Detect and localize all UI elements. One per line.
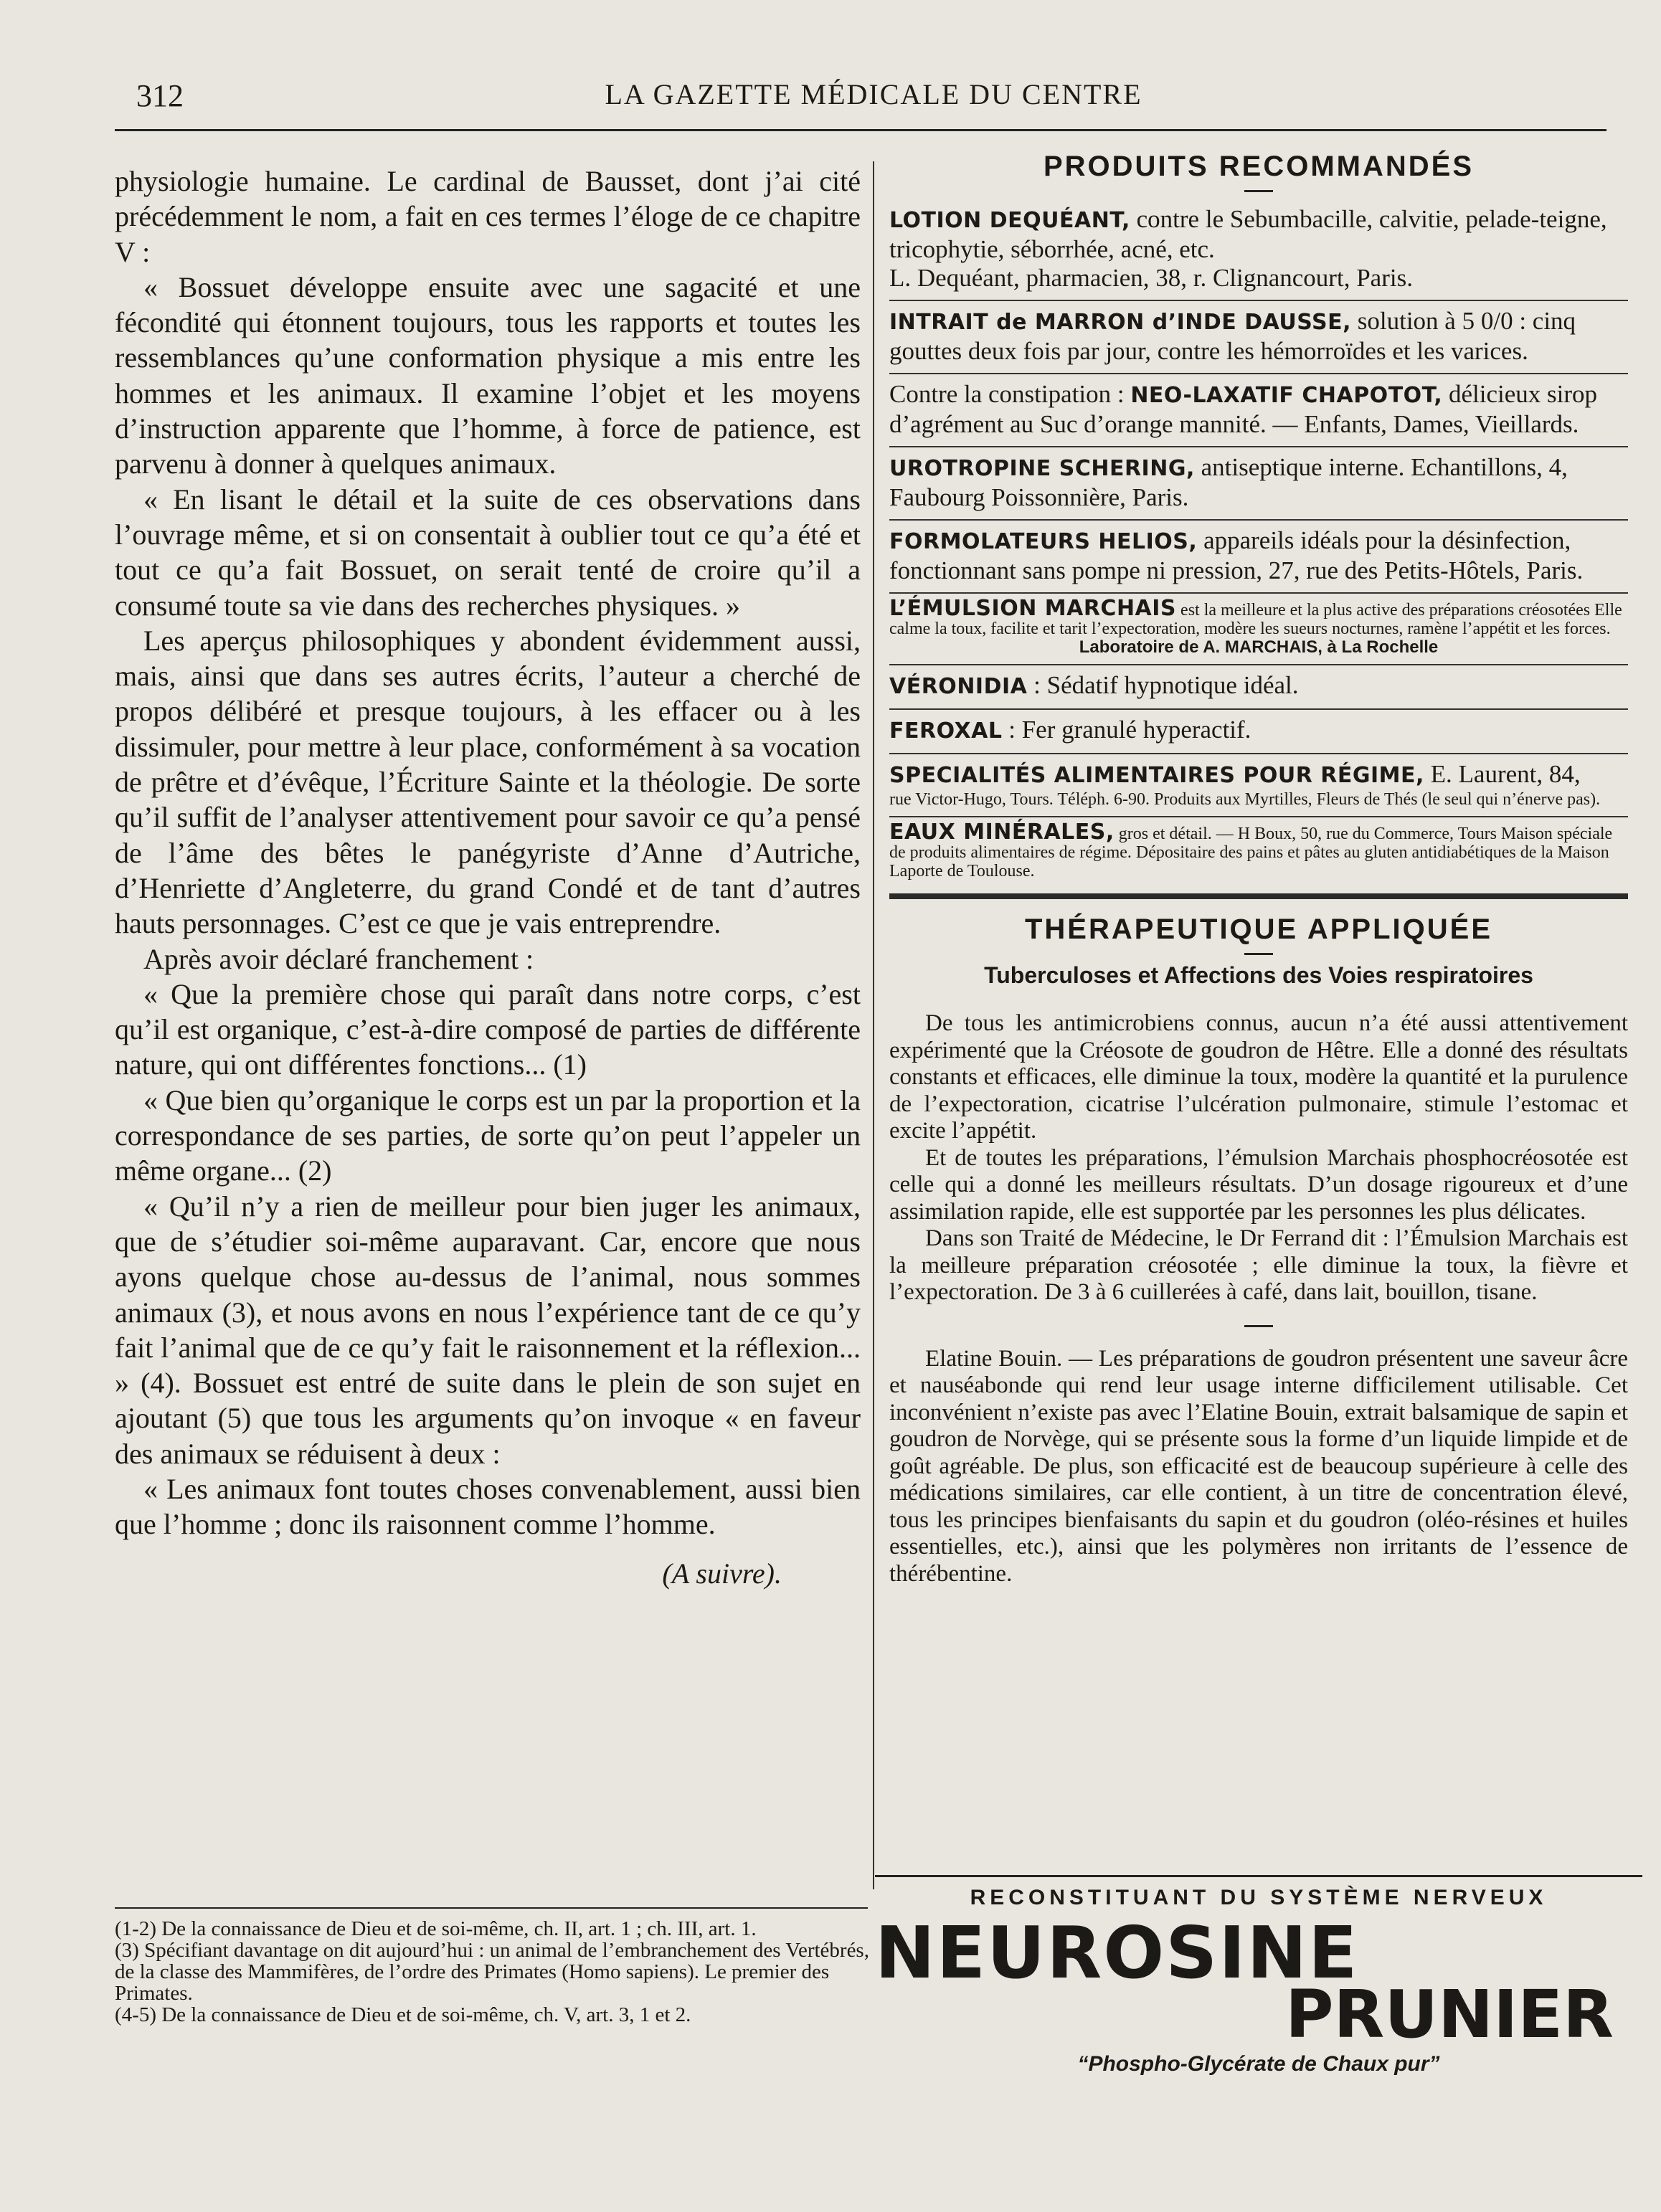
therapy-subtitle: Tuberculoses et Affections des Voies respiratoires [984, 962, 1533, 988]
ad-text: solution à 5 0/0 : cinq gouttes deux fois par jour, contre les hémorroïdes et les varices. [889, 307, 1576, 365]
ad-brand: EAUX MINÉRALES, [889, 820, 1115, 845]
section-title-therapy: THÉRAPEUTIQUE APPLIQUÉE [1024, 913, 1493, 945]
footnote: (4-5) De la connaissance de Dieu et de soi-même, ch. V, art. 3, 1 et 2. [115, 2003, 691, 2026]
section-title-products: PRODUITS RECOMMANDÉS [1043, 151, 1475, 182]
ad-intrait-marron [889, 301, 1628, 374]
footnote: (1-2) De la connaissance de Dieu et de soi-même, ch. II, art. 1 ; ch. III, art. 1. [115, 1917, 757, 1940]
ad-address: L. Dequéant, pharmacien, 38, r. Clignancourt, Paris. [889, 264, 1413, 292]
ad-eaux-minerales [889, 817, 1628, 888]
page-header [136, 77, 1611, 120]
divider [1244, 953, 1273, 955]
paragraph: « Que la première chose qui paraît dans notre corps, c’est qu’il est organique, c’est-à-dire composé de parties de différente nature, qui ont différentes fonctions... (1) [115, 977, 861, 1081]
ad-brand: VÉRONIDIA [889, 674, 1028, 699]
header-rule [115, 129, 1606, 131]
ad-brand: L’ÉMULSION MARCHAIS [889, 596, 1177, 621]
footnotes [115, 1918, 875, 2026]
therapy-section [889, 913, 1628, 1587]
ad-formolateurs [889, 521, 1628, 594]
thick-rule [889, 893, 1628, 899]
ad-address: rue Victor-Hugo, Tours. Téléph. 6-90. Produits aux Myrtilles, Fleurs de Thés (le seul qui n’énerve pas). [889, 790, 1601, 809]
ad-text: appareils idéals pour la désinfection, fonctionnant sans pompe ni pression, 27, rue des Petits-Hôtels, Paris. [889, 526, 1584, 584]
left-column [115, 163, 861, 1590]
ad-urotropine [889, 447, 1628, 521]
paragraph: « En lisant le détail et la suite de ces observations dans l’ouvrage même, et si on consentait à oublier tout ce qu’a été et tout ce qu’a fait Bossuet, on serait tenté de croire qu’il a consumé toute sa vie dans des recherches physiques. » [115, 483, 861, 622]
ad-text: contre le Sebumbacille, calvitie, pelade-teigne, tricophytie, séborrhée, acné, etc. [889, 205, 1607, 263]
divider [1244, 190, 1273, 192]
neurosine-name: NEUROSINE [875, 1911, 1359, 1995]
ad-pretext: Contre la constipation : [889, 380, 1131, 408]
neurosine-tagline: RECONSTITUANT DU SYSTÈME NERVEUX [970, 1886, 1548, 1909]
paragraph: Après avoir déclaré franchement : [143, 942, 534, 975]
ad-text: antiseptique interne. Echantillons, 4, Faubourg Poissonnière, Paris. [889, 453, 1568, 511]
to-be-continued: (A suivre). [662, 1557, 782, 1590]
column-divider [873, 161, 874, 1889]
paragraph: Les aperçus philosophiques y abondent évidemment aussi, mais, ainsi que dans ses autres écrits, l’auteur a cherché de propos délibéré et presque toujours, à les effacer ou à les dissimuler, pour mettre à leur place, conformément à sa vocation de prêtre et d’évêque, l’Écriture Sainte et la théologie. De sorte qu’il suffit de l’analyser attentivement pour savoir ce qu’a pensé de l’âme des bêtes le panégyriste d’Anne d’Autriche, d’Henriette d’Angleterre, du grand Condé et de tant d’autres hauts personnages. C’est ce que je vais entreprendre. [115, 624, 861, 940]
paragraph: Et de toutes les préparations, l’émulsion Marchais phosphocréosotée est celle qui a donné les meilleurs résultats. D’un dosage rigoureux et d’une assimilation rapide, elle est supportée par les personnes les plus délicates. [889, 1144, 1628, 1225]
neurosine-slogan: “Phospho-Glycérate de Chaux pur” [1077, 2052, 1440, 2076]
paragraph: « Que bien qu’organique le corps est un par la proportion et la correspondance de ses parties, de sorte qu’on peut l’appeler un même organe... (2) [115, 1083, 861, 1187]
journal-title: LA GAZETTE MÉDICALE DU CENTRE [605, 78, 1142, 110]
ad-text: E. Laurent, 84, [1424, 760, 1581, 788]
page-number: 312 [136, 78, 184, 113]
ad-brand: UROTROPINE SCHERING, [889, 456, 1195, 481]
right-column [889, 151, 1628, 1587]
ad-brand: LOTION DEQUÉANT, [889, 208, 1130, 233]
ad-feroxal [889, 710, 1628, 754]
ad-brand: INTRAIT de MARRON d’INDE DAUSSE, [889, 310, 1352, 335]
ad-text: est la meilleure et la plus active des préparations créosotées Elle calme la toux, facilite et tarit l’expectoration, modère les sueurs nocturnes, ramène l’appétit et les forces. [889, 601, 1622, 638]
paragraph: « Qu’il n’y a rien de meilleur pour bien juger les animaux, que de s’étudier soi-même auparavant. Car, encore que nous ayons quelque chose au-dessus de l’animal, nous sommes animaux (3), et nous avons en nous l’expérience tant de ce qu’y fait l’animal que de ce qu’y fait le raisonnement et la réflexion... » (4). Bossuet est entré de suite dans le plein de son sujet en ajoutant (5) que tous les arguments qu’on invoque « en faveur des animaux se réduisent à deux : [115, 1190, 861, 1470]
ad-neurosine [875, 1875, 1642, 2107]
paragraph: Dans son Traité de Médecine, le Dr Ferrand dit : l’Émulsion Marchais est la meilleure préparation créosotée ; elle diminue la toux, la fièvre et l’expectoration. De 3 à 6 cuillerées à café, dans lait, bouillon, tisane. [889, 1225, 1628, 1305]
paragraph: De tous les antimicrobiens connus, aucun n’a été aussi attentivement expérimenté que la Créosote de goudron de Hêtre. Elle a donné des résultats constants et efficaces, elle diminue la toux, modère la quantité et la purulence de l’expectoration, cicatrise l’ulcération pulmonaire, stimule l’estomac et excite l’appétit. [889, 1010, 1628, 1144]
ad-text: : Fer granulé hyperactif. [1002, 716, 1251, 744]
ad-laboratory: Laboratoire de A. MARCHAIS, à La Rochelle [1079, 637, 1439, 657]
footnote-rule [115, 1907, 868, 1909]
paragraph: « Les animaux font toutes choses convenablement, aussi bien que l’homme ; donc ils raisonnent comme l’homme. [115, 1472, 861, 1541]
paragraph: physiologie humaine. Le cardinal de Bausset, dont j’ai cité précédemment le nom, a fait en ces termes l’éloge de ce chapitre V : [115, 165, 861, 268]
ad-text: délicieux sirop d’agrément au Suc d’orange mannité. — Enfants, Dames, Vieillards. [889, 380, 1598, 438]
footnote: (3) Spécifiant davantage on dit aujourd’hui : un animal de l’embranchement des Vertébrés, de la classe des Mammifères, de l’ordre des Primates (Homo sapiens). Le premier des Primates. [115, 1939, 869, 2005]
ad-brand: SPECIALITÉS ALIMENTAIRES POUR RÉGIME, [889, 763, 1424, 788]
paragraph: « Bossuet développe ensuite avec une sagacité et une fécondité qui étonnent toujours, tous les rapports et toutes les ressemblances qu’une conformation physique a mis entre les hommes et les animaux. Il examine l’objet et les moyens d’instruction apparente que l’homme, à force de patience, est parvenu à donner à quelques animaux. [115, 270, 861, 480]
ad-neo-laxatif [889, 374, 1628, 447]
ad-text: gros et détail. — H Boux, 50, rue du Commerce, Tours Maison spéciale de produits alimentaires de régime. Dépositaire des pains et pâtes au gluten antidiabétiques de la Maison Laporte de Toulouse. [889, 825, 1613, 880]
divider [1244, 1325, 1273, 1327]
neurosine-maker: PRUNIER [1285, 1976, 1614, 2053]
ad-lotion-dequeant [889, 199, 1628, 301]
ad-emulsion-marchais [889, 594, 1628, 665]
ad-veronidia [889, 665, 1628, 710]
ad-brand: FORMOLATEURS HELIOS, [889, 529, 1198, 554]
ad-brand: FEROXAL [889, 718, 1003, 744]
ad-text: : Sédatif hypnotique idéal. [1027, 671, 1299, 699]
ad-specialites-alimentaires [889, 754, 1628, 817]
ad-brand: NEO-LAXATIF CHAPOTOT, [1130, 383, 1443, 408]
paragraph: Elatine Bouin. — Les préparations de goudron présentent une saveur âcre et nauséabonde qui rend leur usage interne difficilement utilisable. Cet inconvénient n’existe pas avec l’Elatine Bouin, extrait balsamique de sapin et goudron de Norvège, qui se présente sous la forme d’un liquide limpide et de goût agréable. De plus, son efficacité est de beaucoup supérieure à celle des médications similaires, car elle contient, à un titre de concentration élevé, tous les principes bienfaisants du sapin et du goudron (oléo-résines et huiles essentielles, etc.), ainsi que les polymères non irritants de l’essence de thérébentine. [889, 1345, 1628, 1587]
